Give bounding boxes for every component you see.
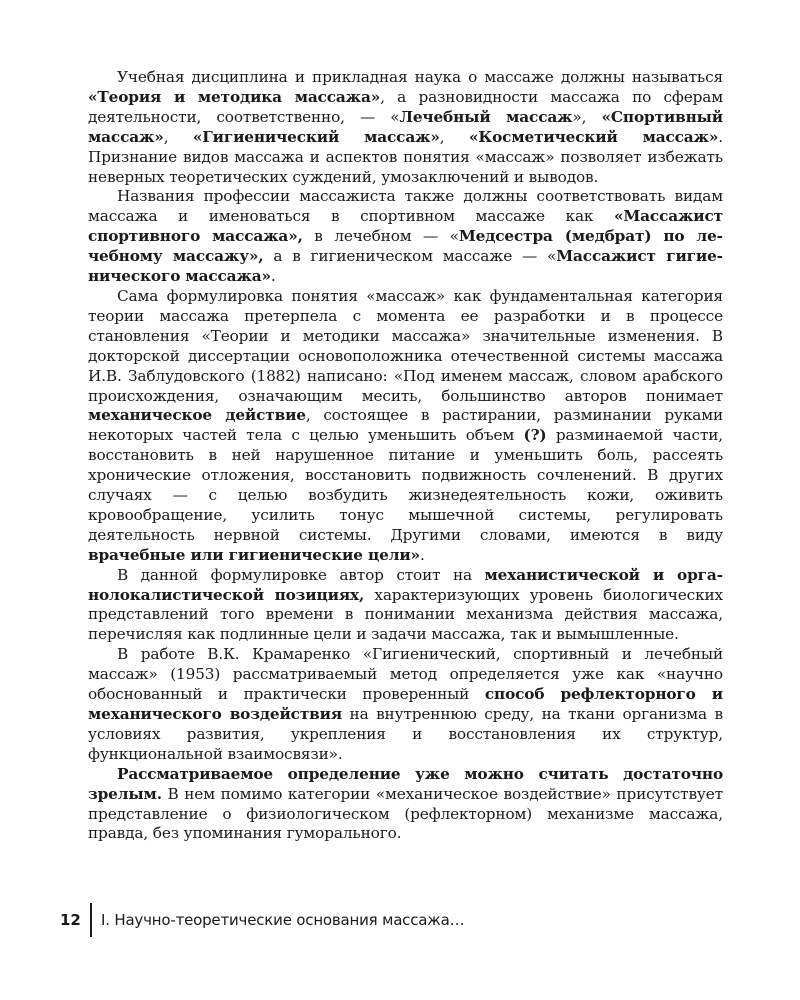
footer-divider: [90, 903, 92, 937]
paragraph-4: В данной формулировке автор стоит на механистической и органолокалистической позициях, характеризующих уровень биологических представлений того времени в понимании механизма действия массажа, перечисляя как подлинные цели и задачи массажа, так и вымышленные.: [88, 565, 724, 644]
paragraph-3: Сама формулировка понятия «массаж» как фундаментальная категория теории массажа претерпела с момента ее разработки и в процессе становления «Теории и методики массажа» значительные изменения. В докторской диссертации основоположника отечественной системы массажа И.В. Заблудовского (1882) написано: «Под именем массаж, словом арабского происхождения, означающим месить, большинство авторов понимает механическое действие, состоящее в растирании, разминании руками некоторых частей тела с целью уменьшить объем (?) разминаемой части, восстановить в ней нарушенное питание и уменьшить боль, рассеять хронические отложения, восстановить подвижность сочленений. В других случаях — с целью возбудить жизнедеятельность кожи, оживить кровообращение, усилить тонус мышечной системы, регулировать деятельность нервной системы. Другими словами, имеются в виду врачебные или гигиенические цели».: [88, 286, 724, 564]
page-number: 12: [60, 911, 81, 929]
running-head: I. Научно-теоретические основания массажа…: [101, 911, 465, 929]
main-text: [88, 68, 723, 844]
page-footer: [60, 903, 740, 937]
paragraph-6: Рассматриваемое определение уже можно считать достаточно зрелым. В нем помимо категории «механическое воздействие» присутствует представление о физиологическом (рефлекторном) механизме массажа, правда, без упоминания гуморального.: [88, 764, 723, 843]
paragraph-2: Названия профессии массажиста также должны соответствовать видам массажа и именоваться в спортивном массаже как «Массажист спортивного массажа», в лечебном — «Медсестра (медбрат) по лечебному массажу», а в гигиеническом массаже — «Массажист гигиенического массажа».: [88, 187, 724, 286]
paragraph-1: Учебная дисциплина и прикладная наука о массаже должны называться «Теория и методика массажа», а разновидности массажа по сферам деятельности, соответственно, — «Лечебный массаж», «Спортивный массаж», «Гигиенический массаж», «Косметический массаж». Признание видов массажа и аспектов понятия «массаж» позволяет избежать неверных теоретических суждений, умозаключений и выводов.: [88, 68, 723, 186]
paragraph-5: В работе В.К. Крамаренко «Гигиенический, спортивный и лечебный массаж» (1953) рассматриваемый метод определяется уже как «научно обоснованный и практически проверенный способ рефлекторного и механического воздействия на внутреннюю среду, на ткани организма в условиях развития, укрепления и восстановления их структур, функциональной взаимосвязи».: [88, 645, 723, 763]
